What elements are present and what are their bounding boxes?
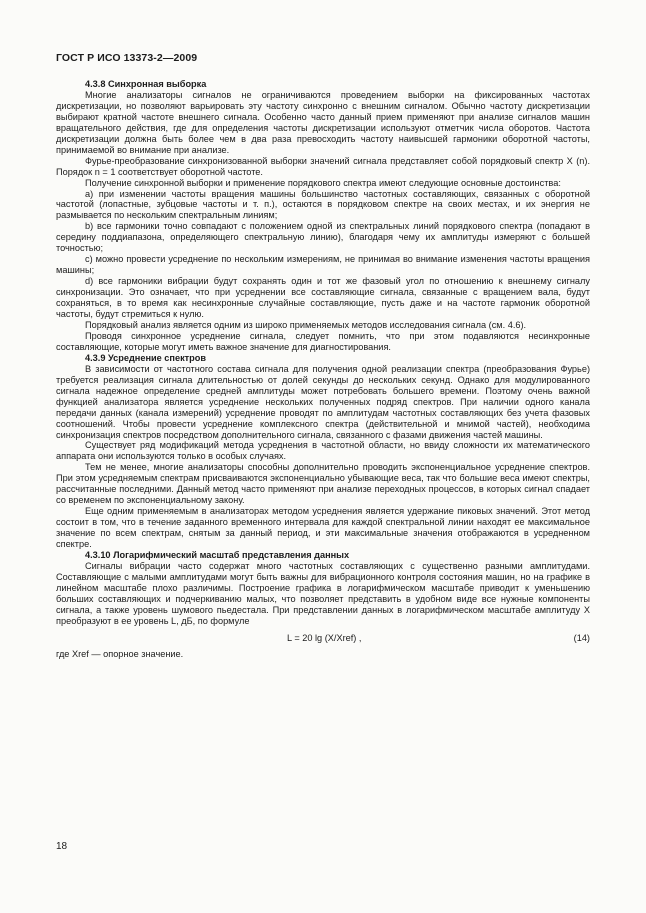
paragraph: Порядковый анализ является одним из широко применяемых методов исследования сигнала (см. 4.6). (85, 319, 527, 330)
standard-header: ГОСТ Р ИСО 13373-2—2009 (56, 52, 198, 64)
list-item-d: d) все гармоники вибрации будут сохранять один и тот же фазовый угол по отношению к внешнему сигналу синхронизации. Это означает, что при усреднении все составляющие сигнала, связанные с вращением вала, будут сохраняться, в то время как несинхронные случайные составляющие, пусть даже и на частоте гармоник оборотной частоты, будут стремиться к нулю. (56, 276, 590, 320)
paragraph: Тем не менее, многие анализаторы способны дополнительно проводить экспоненциальное усреднение спектров. При этом усредняемым спектрам присваиваются экспоненциально убывающие веса, так что большие веса имеют спектры, рассчитанные последними. Данный метод часто применяют при анализе переходных процессов, в которых сигнал спадает со временем по экспоненциальному закону. (56, 462, 590, 506)
section-heading-4-3-8: 4.3.8 Синхронная выборка (85, 79, 207, 89)
list-item-c: c) можно провести усреднение по нескольким измерениям, не принимая во внимание изменения частоты вращения машины; (56, 254, 590, 276)
page-number: 18 (56, 841, 68, 852)
section-heading-4-3-9: 4.3.9 Усреднение спектров (85, 352, 207, 363)
formula-row (56, 631, 590, 647)
paragraph: В зависимости от частотного состава сигнала для получения одной реализации спектра (преобразования Фурье) требуется реализация сигнала длительностью от долей секунды до нескольких секунд. Однако для модулированного сигнала надежное определение средней амплитуды может потребовать большего времени. Поэтому очень важной функцией анализатора является усреднение нескольких полученных подряд спектров. При наличии одного канала передачи данных (канала измерений) усреднение проводят по амплитудам частотных составляющих без учета фазовых соотношений. Чтобы провести усреднение комплексного спектра (действительной и мнимой частей), необходима синхронизация спектров посредством дополнительного сигнала, связанного с фазами движения частей машины. (56, 363, 590, 440)
paragraph: Получение синхронной выборки и применение порядкового спектра имеют следующие основные достоинства: (85, 177, 561, 188)
paragraph: Фурье-преобразование синхронизованной выборки значений сигнала представляет собой порядковый спектр X (n). Порядок n = 1 соответствует оборотной частоте. (56, 155, 590, 177)
formula-where: где Xref — опорное значение. (56, 648, 184, 659)
paragraph: Существует ряд модификаций метода усреднения в частотной области, но ввиду сложности их математического аппарата они используются только в особых случаях. (56, 440, 590, 462)
paragraph: Многие анализаторы сигналов не ограничиваются проведением выборки на фиксированных частотах дискретизации, но позволяют варьировать эту частоту синхронно с внешним сигналом. Обычно частоту дискретизации выбирают кратной частоте внешнего сигнала. Особенно часто данный прием применяют при анализе сигналов машин вращательного действия, где для определения частоты дискретизации используют отметчик числа оборотов. Частота дискретизации должна быть более чем в два раза превосходить частоту наивысшей гармоники оборотной частоты, принимаемой во внимание при анализе. (56, 89, 590, 155)
paragraph: Проводя синхронное усреднение сигнала, следует помнить, что при этом подавляются несинхронные составляющие, которые могут иметь важное значение для диагностирования. (56, 330, 590, 352)
formula-number: (14) (573, 632, 590, 643)
formula: L = 20 lg (X/Xref) , (287, 632, 362, 643)
list-item-a: a) при изменении частоты вращения машины большинство частотных составляющих, связанных с оборотной частотой (лопастные, зубцовые частоты и т. п.), остаются в порядковом спектре на своих местах, и их энергия не размывается по нескольким спектральным линиям; (56, 188, 590, 221)
paragraph: Сигналы вибрации часто содержат много частотных составляющих с существенно разными амплитудами. Составляющие с малыми амплитудами могут быть важны для вибрационного контроля состояния машин, но на графике в линейном масштабе плохо различимы. Построение графика в логарифмическом масштабе приводит к уменьшению больших составляющих и подчеркиванию малых, что позволяет представить в удобном виде все нужные компоненты сигнала, а также уровень шумового пьедестала. При представлении данных в логарифмическом масштабе амплитуду X преобразуют в ее уровень L, дБ, по формуле (56, 560, 590, 626)
paragraph: Еще одним применяемым в анализаторах методом усреднения является удержание пиковых значений. Этот метод состоит в том, что в течение заданного временного интервала для каждой спектральной линии находят ее максимальное значение по всем спектрам, снятым за данный период, и эти максимальные значения отображаются в усредненном спектре. (56, 506, 590, 550)
section-heading-4-3-10: 4.3.10 Логарифмический масштаб представления данных (85, 549, 350, 560)
list-item-b: b) все гармоники точно совпадают с положением одной из спектральных линий порядкового спектра (попадают в середину поддиапазона, определяющего спектральную линию), благодаря чему их амплитуды измеряют с большей точностью; (56, 221, 590, 254)
page-content (56, 79, 590, 660)
